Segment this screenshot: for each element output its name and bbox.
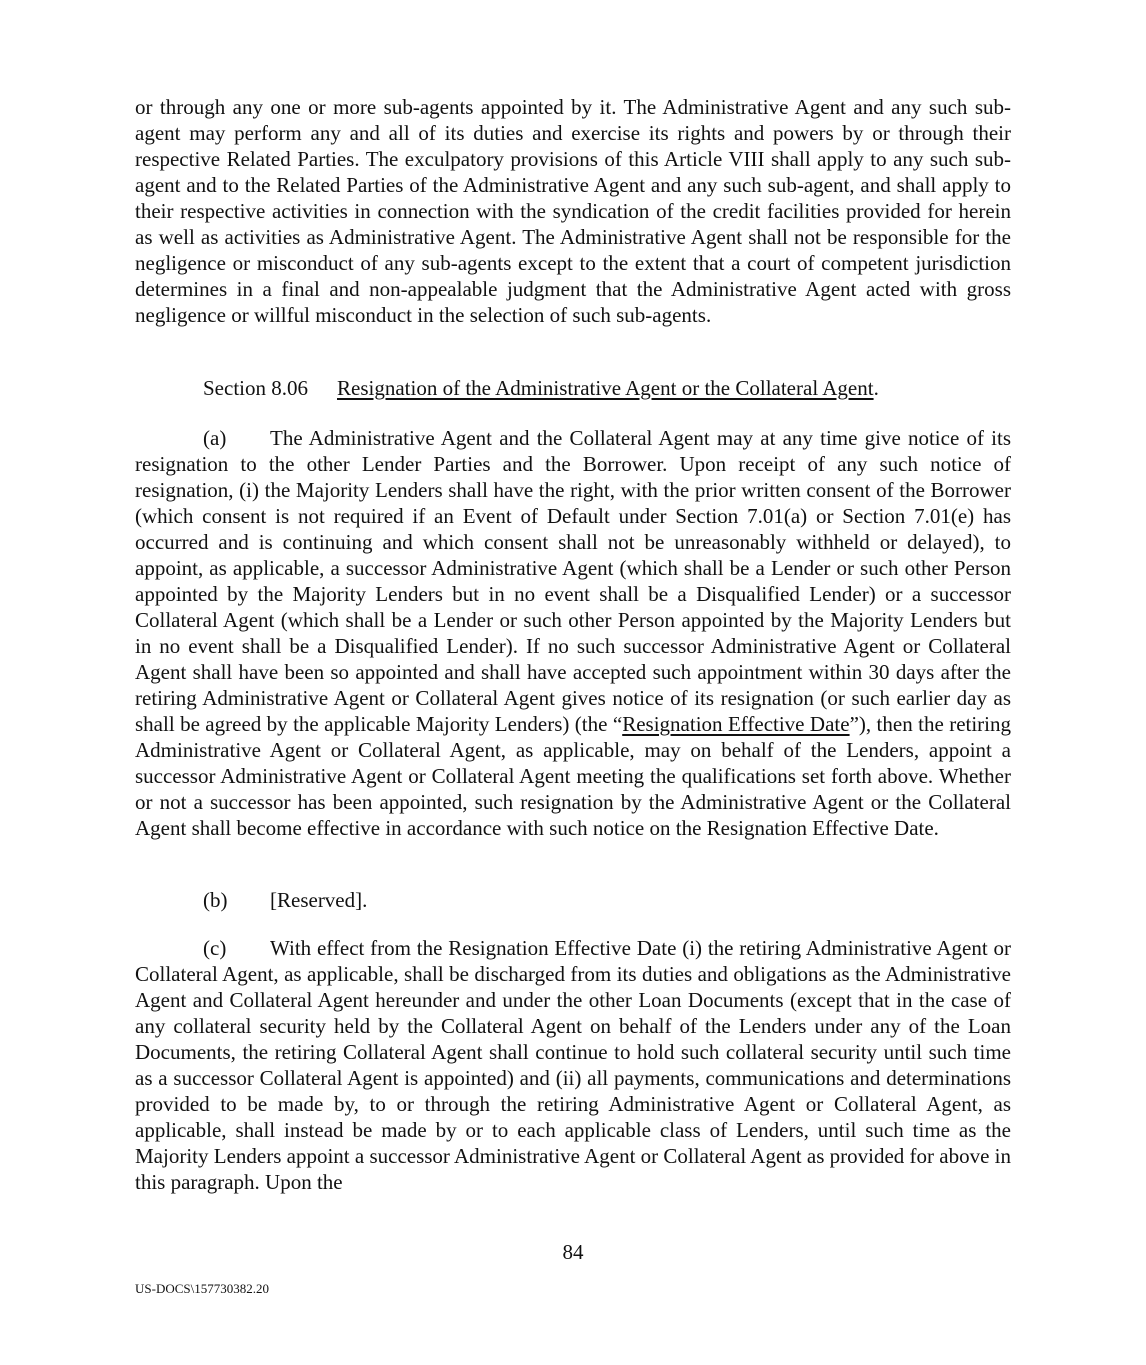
document-id: US-DOCS\157730382.20	[135, 1281, 269, 1296]
section-title: Resignation of the Administrative Agent or the Collateral Agent	[337, 376, 874, 400]
paragraph-c-text: With effect from the Resignation Effective Date (i) the retiring Administrative Agent or Collateral Agent, as applicable, shall be discharged from its duties and obligations as the Administrative Agent and Collateral Agent hereunder and under the other Loan Documents (except that in the case of any collateral security held by the Collateral Agent on behalf of the Lenders under any of the Loan Documents, the retiring Collateral Agent shall continue to hold such collateral security until such time as a successor Collateral Agent is appointed) and (ii) all payments, communications and determinations provided to be made by, to or through the retiring Administrative Agent or Collateral Agent, as applicable, shall instead be made by or to each applicable class of Lenders, until such time as the Majority Lenders appoint a successor Administrative Agent or Collateral Agent as provided for above in this paragraph. Upon the	[135, 936, 1011, 1194]
paragraph-a-text-1: The Administrative Agent and the Collateral Agent may at any time give notice of its resignation to the other Lender Parties and the Borrower. Upon receipt of any such notice of resignation, (i) the Majority Lenders shall have the right, with the prior written consent of the Borrower (which consent is not required if an Event of Default under Section 7.01(a) or Section 7.01(e) has occurred and is continuing and which consent shall not be unreasonably withheld or delayed), to appoint, as applicable, a successor Administrative Agent (which shall be a Lender or such other Person appointed by the Majority Lenders but in no event shall be a Disqualified Lender) or a successor Collateral Agent (which shall be a Lender or such other Person appointed by the Majority Lenders but in no event shall be a Disqualified Lender). If no such successor Administrative Agent or Collateral Agent shall have been so appointed and shall have accepted such appointment within 30 days after the retiring Administrative Agent or Collateral Agent gives notice of its resignation (or such earlier day as shall be agreed by the applicable Majority Lenders) (the “	[135, 426, 1011, 736]
paragraph-b-text: [Reserved].	[270, 888, 368, 912]
paragraph-c-label: (c)	[203, 936, 227, 960]
paragraph-b-label: (b)	[203, 888, 228, 912]
paragraph-b	[203, 887, 1011, 913]
section-title-period: .	[873, 376, 879, 400]
paragraph-c	[135, 935, 1011, 1195]
paragraph-a	[135, 425, 1011, 841]
paragraph-a-text-2: ”), then the retiring Administrative Agent or Collateral Agent, as applicable, may on behalf of the Lenders, appoint a successor Administrative Agent or Collateral Agent meeting the qualifications set forth above. Whether or not a successor has been appointed, such resignation by the Administrative Agent or the Collateral Agent shall become effective in accordance with such notice on the Resignation Effective Date.	[135, 712, 1012, 840]
defined-term-resignation-effective-date: Resignation Effective Date	[622, 712, 850, 736]
paragraph-continuation: or through any one or more sub-agents appointed by it. The Administrative Agent and any such sub-agent may perform any and all of its duties and exercise its rights and powers by or through their respective Related Parties. The exculpatory provisions of this Article VIII shall apply to any such sub-agent and to the Related Parties of the Administrative Agent and any such sub-agent, and shall apply to their respective activities in connection with the syndication of the credit facilities provided for herein as well as activities as Administrative Agent. The Administrative Agent shall not be responsible for the negligence or misconduct of any sub-agents except to the extent that a court of competent jurisdiction determines in a final and non-appealable judgment that the Administrative Agent acted with gross negligence or willful misconduct in the selection of such sub-agents.	[135, 95, 1011, 327]
page-number: 84	[562, 1240, 584, 1264]
section-number: Section 8.06	[203, 376, 308, 400]
paragraph-a-label: (a)	[203, 426, 227, 450]
section-heading	[203, 375, 1011, 401]
